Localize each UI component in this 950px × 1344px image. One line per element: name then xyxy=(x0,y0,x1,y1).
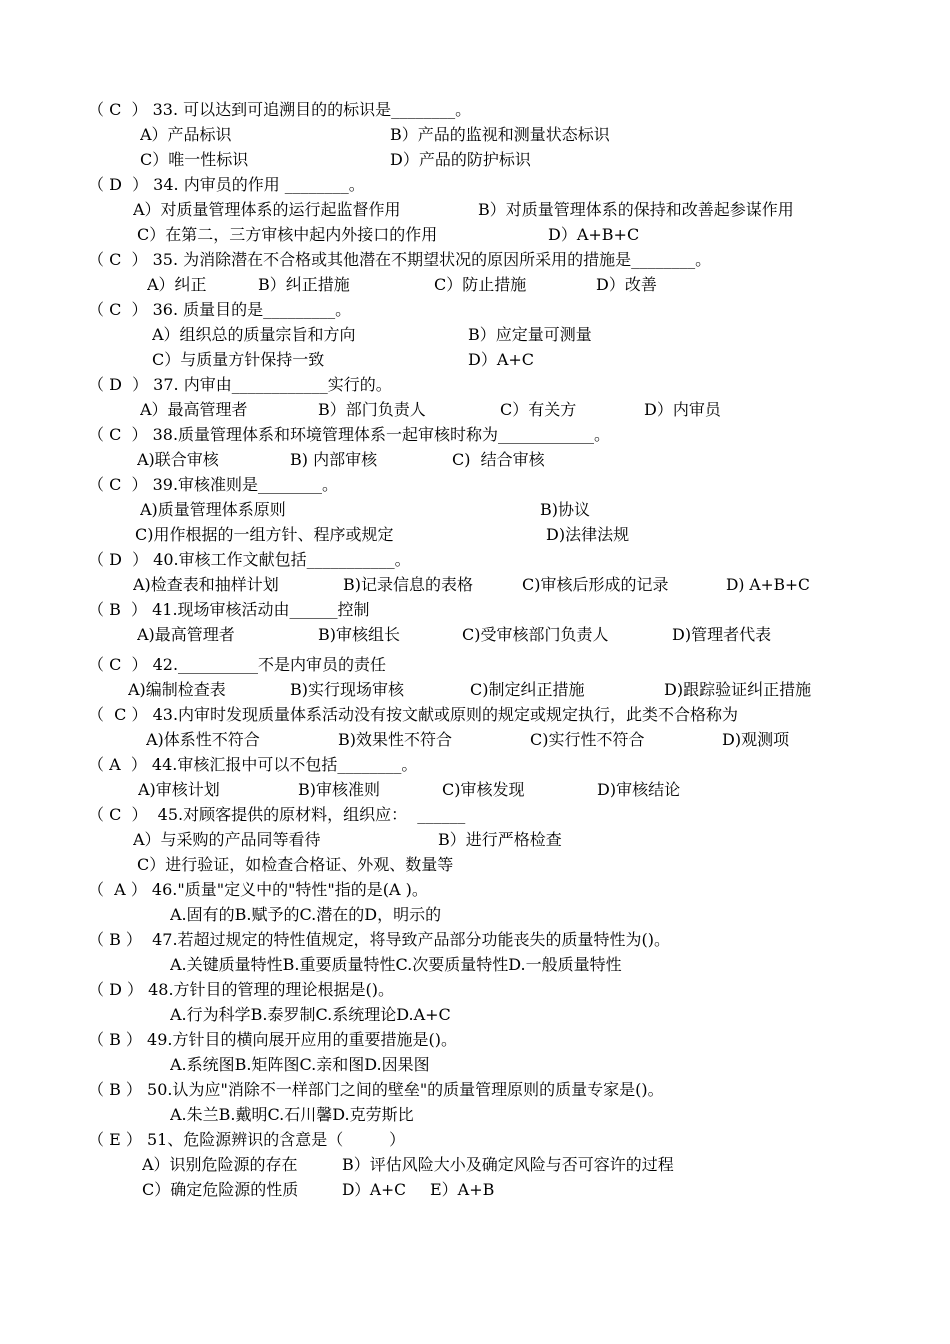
option-text: C）在第二，三方审核中起内外接口的作用 xyxy=(137,225,438,244)
option-text: C）进行验证，如检查合格证、外观、数量等 xyxy=(137,855,454,874)
option-text: D)跟踪验证纠正措施 xyxy=(664,680,812,699)
option-text: C）与质量方针保持一致 xyxy=(152,350,325,369)
option-text: A）识别危险源的存在 xyxy=(142,1155,298,1174)
option-text: A.朱兰B.戴明C.石川馨D.克劳斯比 xyxy=(170,1105,414,1124)
option-text: B）部门负责人 xyxy=(318,400,426,419)
question-line: （ C ） 45.对顾客提供的原材料，组织应： ______ xyxy=(88,805,466,824)
option-text: D)观测项 xyxy=(722,730,790,749)
option-text: C)用作根据的一组方针、程序或规定 xyxy=(135,525,394,544)
question-line: （ C ） 43.内审时发现质量体系活动没有按文献或原则的规定或规定执行，此类不合格称为 xyxy=(88,705,739,724)
question-line: （ D ） 48.方针目的管理的理论根据是()。 xyxy=(88,980,395,999)
option-text: A）产品标识 xyxy=(140,125,232,144)
question-line: （ D ） 40.审核工作文献包括___________。 xyxy=(88,550,411,569)
option-text: B）应定量可测量 xyxy=(468,325,592,344)
option-text: A)编制检查表 xyxy=(128,680,226,699)
option-text: C）防止措施 xyxy=(434,275,527,294)
option-text: B)审核准则 xyxy=(298,780,381,799)
option-text: D）内审员 xyxy=(644,400,721,419)
option-text: A)检查表和抽样计划 xyxy=(133,575,279,594)
question-line: （ B ） 47.若超过规定的特性值规定，将导致产品部分功能丧失的质量特性为()。 xyxy=(88,930,671,949)
option-text: D)审核结论 xyxy=(597,780,681,799)
option-text: C)制定纠正措施 xyxy=(470,680,585,699)
option-text: A)联合审核 xyxy=(137,450,219,469)
question-line: （ D ） 37. 内审由____________实行的。 xyxy=(88,375,392,394)
option-text: D) A+B+C xyxy=(726,576,810,594)
option-text: A）对质量管理体系的运行起监督作用 xyxy=(133,200,401,219)
option-text: A)质量管理体系原则 xyxy=(140,500,286,519)
question-line: （ A ） 46."质量"定义中的"特性"指的是(A )。 xyxy=(88,880,428,899)
question-line: （ D ） 34. 内审员的作用 ________。 xyxy=(88,175,365,194)
question-line: （ E ） 51、危险源辨识的含意是（ ） xyxy=(88,1130,406,1149)
question-line: （ C ） 36. 质量目的是_________。 xyxy=(88,300,352,319)
option-text: A）纠正 xyxy=(147,275,207,294)
question-line: （ A ） 44.审核汇报中可以不包括________。 xyxy=(88,755,418,774)
option-text: A）最高管理者 xyxy=(140,400,248,419)
option-text: B）进行严格检查 xyxy=(438,830,562,849)
question-line: （ C ） 35. 为消除潜在不合格或其他潜在不期望状况的原因所采用的措施是________。 xyxy=(88,250,712,269)
option-text: C）唯一性标识 xyxy=(140,150,249,169)
option-text: B)效果性不符合 xyxy=(338,730,453,749)
option-text: D)法律法规 xyxy=(546,525,630,544)
question-line: （ C ） 39.审核准则是________。 xyxy=(88,475,339,494)
option-text: D）A+C xyxy=(468,350,535,369)
question-line: （ C ） 38.质量管理体系和环境管理体系一起审核时称为____________。 xyxy=(88,425,611,444)
option-text: A)体系性不符合 xyxy=(146,730,260,749)
question-line: （ C ） 42.__________不是内审员的责任 xyxy=(88,655,387,674)
question-line: （ B ） 41.现场审核活动由______控制 xyxy=(88,600,370,619)
option-text: A）组织总的质量宗旨和方向 xyxy=(152,325,356,344)
option-text: A.系统图B.矩阵图C.亲和图D.因果图 xyxy=(170,1055,430,1074)
option-text: A.关键质量特性B.重要质量特性C.次要质量特性D.一般质量特性 xyxy=(170,955,622,974)
option-text: B)协议 xyxy=(540,500,591,519)
option-text: A)最高管理者 xyxy=(137,625,235,644)
option-text: B)审核组长 xyxy=(318,625,401,644)
option-text: D）A+B+C xyxy=(548,225,640,244)
option-text: B）对质量管理体系的保持和改善起参谋作用 xyxy=(478,200,794,219)
option-text: D）A+C xyxy=(342,1181,406,1199)
option-text: C)受审核部门负责人 xyxy=(462,625,609,644)
option-text: C）确定危险源的性质 xyxy=(142,1180,299,1199)
option-text: C）有关方 xyxy=(500,400,577,419)
option-text: C)实行性不符合 xyxy=(530,730,645,749)
option-text: B)实行现场审核 xyxy=(290,680,405,699)
option-text: A.行为科学B.泰罗制C.系统理论D.A+C xyxy=(170,1005,451,1024)
option-text: B）纠正措施 xyxy=(258,275,350,294)
option-text: A.固有的B.赋予的C.潜在的D，明示的 xyxy=(170,905,442,924)
option-text: E）A+B xyxy=(430,1180,495,1199)
option-text: C) 结合审核 xyxy=(452,450,545,469)
question-line: （ C ） 33. 可以达到可追溯目的的标识是________。 xyxy=(88,100,472,119)
option-text: A）与采购的产品同等看待 xyxy=(133,830,321,849)
option-text: D)管理者代表 xyxy=(672,625,772,644)
option-text: B）评估风险大小及确定风险与否可容许的过程 xyxy=(342,1155,674,1174)
question-line: （ B ） 49.方针目的横向展开应用的重要措施是()。 xyxy=(88,1030,457,1049)
option-text: B) 内部审核 xyxy=(290,450,378,469)
option-text: B)记录信息的表格 xyxy=(343,575,474,594)
option-text: C)审核发现 xyxy=(442,780,525,799)
option-text: D）产品的防护标识 xyxy=(390,150,531,169)
question-line: （ B ） 50.认为应"消除不一样部门之间的壁垒"的质量管理原则的质量专家是()。 xyxy=(88,1080,664,1099)
option-text: B）产品的监视和测量状态标识 xyxy=(390,125,610,144)
option-text: C)审核后形成的记录 xyxy=(522,575,669,594)
option-text: A)审核计划 xyxy=(138,780,220,799)
option-text: D）改善 xyxy=(596,275,657,294)
